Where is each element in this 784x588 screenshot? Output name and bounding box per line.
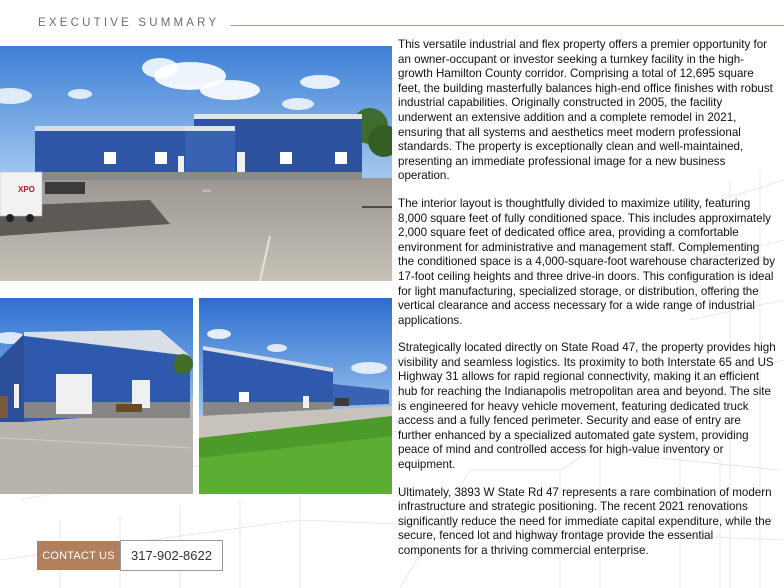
- door-number: 3893: [202, 188, 211, 193]
- header-divider: [230, 25, 784, 26]
- section-header: [38, 16, 784, 36]
- paragraph-location: Strategically located directly on State Road 47, the property provides high visibility and seamless logistics. Its proximity to both Interstate 65 and US Highway 31 allows for rapid regional connectivity, making it an efficient hub for reaching the Indianapolis metropolitan area and beyond. The site is engineered for heavy vehicle movement, featuring dedicated truck access and a fully fenced perimeter. Security and ease of entry are further enhanced by a specialized automated gate system, providing peace of mind and controlled access for high-value inventory or equipment.: [398, 341, 776, 472]
- property-photo-warehouse-side: [199, 298, 392, 494]
- property-photo-main: [0, 46, 392, 281]
- contact-us-button[interactable]: CONTACT US: [37, 541, 120, 570]
- paragraph-overview: This versatile industrial and flex property offers a premier opportunity for an owner-occupant or investor seeking a turnkey facility in the high-growth Hamilton County corridor. Comprising a total of 12,695 square feet, the building masterfully balances high-end office finishes with robust industrial capabilities. Originally constructed in 2005, the facility underwent an extensive addition and a complete remodel in 2021, ensuring that all systems and aesthetics meet modern professional standards. The property is exceptionally clean and well-maintained, presenting an immediate professional image for a new business operation.: [398, 38, 773, 183]
- description-text: [398, 38, 776, 572]
- section-title: EXECUTIVE SUMMARY: [38, 17, 220, 29]
- phone-number[interactable]: 317-902-8622: [120, 540, 223, 571]
- paragraph-conclusion: Ultimately, 3893 W State Rd 47 represents a rare combination of modern infrastructure and strategic positioning. The recent 2021 renovations significantly reduce the need for immediate capital expenditure, while the secure, fenced lot and highway frontage provide the essential components for a thriving commercial enterprise.: [398, 485, 772, 557]
- truck-logo-text: XPO: [18, 185, 35, 194]
- property-photo-warehouse-front: [0, 298, 193, 494]
- paragraph-interior: The interior layout is thoughtfully divided to maximize utility, featuring 8,000 square feet of fully conditioned space. This includes approximately 2,000 square feet of dedicated office area, providing a comfortable environment for administrative and management staff. Complementing the conditioned space is a 4,000-square-foot warehouse characterized by 17-foot ceiling heights and three drive-in doors. This configuration is ideal for light manufacturing, specialized storage, or distribution, offering the vertical clearance and access necessary for a wide range of industrial applications.: [398, 196, 776, 327]
